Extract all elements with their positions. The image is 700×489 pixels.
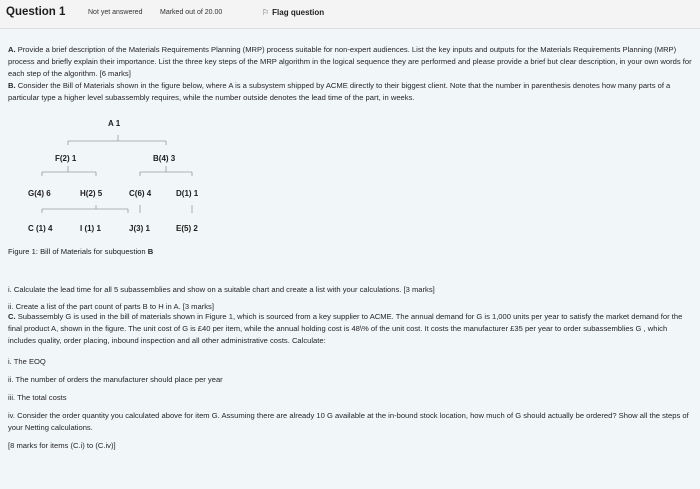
- part-a-body: Provide a brief description of the Materials Requirements Planning (MRP) process suitable for non-expert audiences. List the key inputs and outputs for the Materials Requirements Planning (MRP) process and briefly explain their importance. List the three key steps of the MRP algorithm in the logical sequence they are performed and please provide a brief but clear description, in your own words for each step of the algorithm. [6 marks]: [8, 45, 692, 78]
- bom-node-a: A 1: [108, 119, 121, 128]
- flag-question-button[interactable]: [262, 8, 324, 17]
- c-item-1: i. The EOQ: [8, 357, 46, 366]
- question-title: Question 1: [6, 6, 66, 18]
- answer-status: Not yet answered: [88, 9, 143, 16]
- part-b-body: Consider the Bill of Materials shown in the figure below, where A is a subsystem shipped by ACME directly to their biggest client. Note that the number in parenthesis denotes how many parts of a particular type a higher level subassembly requires, while the number outside denotes the lead time of the part, in weeks.: [8, 81, 671, 102]
- figure-caption: [8, 247, 153, 256]
- part-a-label: A.: [8, 45, 16, 54]
- part-a-text: [8, 44, 694, 80]
- bom-node-c-sub: C (1) 4: [28, 224, 53, 233]
- bom-node-c: C(6) 4: [129, 189, 152, 198]
- c-marks-note: [8 marks for items (C.i) to (C.iv)]: [8, 441, 116, 450]
- part-c-label: C.: [8, 312, 16, 321]
- caption-text: Figure 1: Bill of Materials for subquestion: [8, 247, 148, 256]
- part-b-text: [8, 80, 694, 104]
- marks-info: Marked out of 20.00: [160, 9, 223, 16]
- bom-node-i: I (1) 1: [80, 224, 101, 233]
- bom-node-h: H(2) 5: [80, 189, 103, 198]
- bom-node-j: J(3) 1: [129, 224, 150, 233]
- flag-icon: ⚐: [262, 8, 270, 17]
- caption-bold: B: [147, 247, 154, 256]
- bom-node-d: D(1) 1: [176, 189, 199, 198]
- bom-node-b: B(4) 3: [153, 154, 176, 163]
- part-b-label: B.: [8, 81, 16, 90]
- part-c-text: [8, 311, 694, 347]
- bom-node-e: E(5) 2: [176, 224, 198, 233]
- part-c-body: Subassembly G is used in the bill of materials shown in Figure 1, which is sourced from a key supplier to ACME. The annual demand for G is 1,000 units per year to satisfy the market demand for the final product A, shown in the figure. The unit cost of G is £40 per item, while the annual holding cost is 48\% of the unit cost. It costs the manufacturer £35 per year to order subassemblies G , which includes quality, order placing, inbound inspection and all other administrative costs. Calculate:: [8, 312, 683, 345]
- question-text-area: [0, 29, 700, 489]
- bom-node-f: F(2) 1: [55, 154, 77, 163]
- question-header: [0, 0, 700, 29]
- c-item-4: iv. Consider the order quantity you calculated above for item G. Assuming there are already 10 G available at the in-bound stock location, how much of G should actually be ordered? Show all the steps of your Netting calculations.: [8, 411, 689, 432]
- b-item-2: ii. Create a list of the part count of parts B to H in A. [3 marks]: [8, 302, 214, 311]
- flag-label: Flag question: [272, 8, 325, 17]
- c-item-3: iii. The total costs: [8, 393, 67, 402]
- b-item-1: i. Calculate the lead time for all 5 subassemblies and show on a suitable chart and create a list with your calculations. [3 marks]: [8, 285, 435, 294]
- c-item-2: ii. The number of orders the manufacturer should place per year: [8, 375, 223, 384]
- bom-node-g: G(4) 6: [28, 189, 51, 198]
